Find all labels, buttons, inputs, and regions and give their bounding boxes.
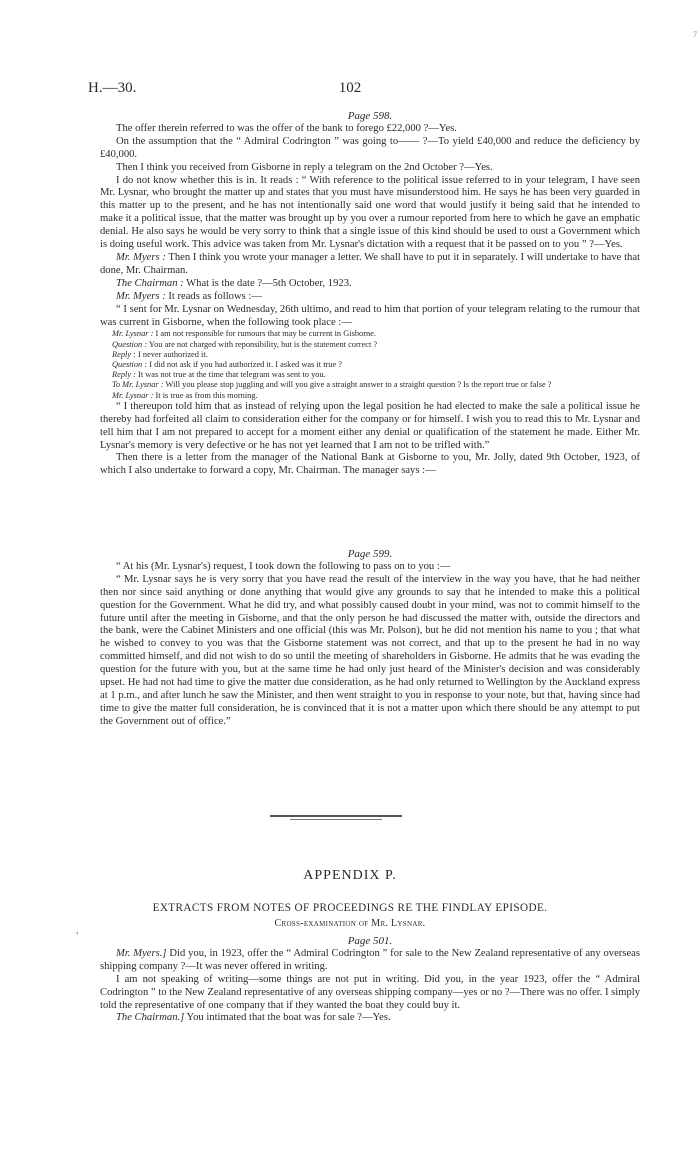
exchange-speaker: Reply : <box>112 370 136 380</box>
appendix-subheading: Cross-examination of Mr. Lysnar. <box>274 918 426 929</box>
paragraph: The offer therein referred to was the offer of the bank to forego £22,000 ?—Yes. <box>116 122 457 134</box>
exchange-text: It was not true at the time that telegram was sent to you. <box>135 370 326 380</box>
exchange-line <box>100 380 640 390</box>
appendix-title: APPENDIX P. <box>303 868 397 883</box>
exchange-text: I did not ask if you had authorized it. I asked was it true ? <box>147 360 343 370</box>
paragraph: “ Mr. Lysnar says he is very sorry that you have read the result of the interview in the way you have, that he had neither then nor since said anything or done anything that would give any grounds to say that he intended to make this a political question for the Government. What he did try, and what possibly caused doubt in your mind, was not to commit himself to the future until after the meeting in Gisborne, and that the only person he had discussed the matter with, outside the directors and the bank, were the Cabinet Ministers and one official (this was Mr. Polson), but he did not mention his name to you ; that what he wished to convey to you was that the Gisborne statement was not correct, and that up to the present he had in no way committed himself, and did not wish to do so until the meeting of shareholders in Gisborne. He admits that he was evading the question for the future with you, but at the same time he had only just heard of the Minister's decision and was considerably upset. He had not had time to give the matter due consideration, as he had only returned to Wellington by the Auckland express at 1 p.m., and after lunch he saw the Minister, and then went straight to you in response to your note, but that, having since had time to give the matter full consideration, he is convinced that it is not a matter upon which there should be any attempt to put the Government out of office.” <box>100 573 640 727</box>
section-598 <box>100 110 640 478</box>
speaker-label: The Chairman.] <box>116 1012 185 1024</box>
exchange-text: I am not responsible for rumours that may be current in Gisborne. <box>153 329 376 339</box>
exchange-line <box>100 360 640 370</box>
speaker-label: Mr. Myers : <box>116 290 166 302</box>
paragraph <box>100 948 640 974</box>
paragraph: Then I think you received from Gisborne in reply a telegram on the 2nd October ?—Yes. <box>116 161 493 173</box>
exchange-speaker: Question : <box>112 339 148 349</box>
paragraph <box>100 291 640 304</box>
paragraph: On the assumption that the “ Admiral Codrington ” was going to—— ?—To yield £40,000 and reduce the deficiency by £40,000. <box>100 135 640 160</box>
exchange-speaker: To Mr. Lysnar : <box>112 380 164 390</box>
paragraph: I am not speaking of writing—some things are not put in writing. Did you, in the year 1923, offer the “ Admiral Codrington ” to the New Zealand representative of any overseas shipping company—yes or no ?—There was no offer. I simply told the representative of one company that if they wanted the boat they could buy it. <box>100 973 640 1011</box>
section-599 <box>100 548 640 729</box>
page-label-501: Page 501. <box>347 935 393 947</box>
exchange-speaker: Mr. Lysnar : <box>112 390 154 400</box>
paragraph: “ At his (Mr. Lysnar's) request, I took down the following to pass on to you :— <box>116 560 451 572</box>
speech-text: Then I think you wrote your manager a letter. We shall have to put it in separately. I will undertake to have that done, Mr. Chairman. <box>100 251 640 276</box>
appendix-subtitle: EXTRACTS FROM NOTES OF PROCEEDINGS RE THE FINDLAY EPISODE. <box>152 902 548 914</box>
page-number: 102 <box>338 80 362 96</box>
page-label-598: Page 598. <box>347 110 393 122</box>
speech-text: It reads as follows :— <box>165 290 262 302</box>
paragraph: Then there is a letter from the manager of the National Bank at Gisborne to you, Mr. Jolly, dated 9th October, 1923, of which I also undertake to forward a copy, Mr. Chairman. The manager says :— <box>100 452 640 477</box>
paragraph <box>100 1012 640 1025</box>
paragraph <box>100 252 640 278</box>
exchange-line <box>100 391 640 401</box>
exchange-line <box>100 350 640 360</box>
speech-text: What is the date ?—5th October, 1923. <box>183 277 352 289</box>
exchange-text: You are not charged with reponsibility, but is the statement correct ? <box>147 339 378 349</box>
speaker-label: Mr. Myers.] <box>116 947 167 959</box>
paragraph: “ I thereupon told him that as instead of relying upon the legal position he had elected to make the sale a political issue he thereby had forfeited all claim to consideration either for the company or for himself. I wish you to read this to Mr. Lysnar and tell him that I am not prepared to accept for a moment either any denial or qualification of the statement he made. Either Mr. Lysnar's memory is very defective or he has not yet learned that I am not to be trifled with.” <box>100 400 640 451</box>
speech-text: Did you, in 1923, offer the “ Admiral Codrington ” for sale to the New Zealand representative of any overseas shipping company ?—It was never offered in writing. <box>100 947 640 972</box>
exchange-speaker: Reply : <box>112 349 136 359</box>
exchange-line <box>100 340 640 350</box>
exchange-text: Will you please stop juggling and will you give a straight answer to a straight question ? Is the report true or false ? <box>163 380 552 390</box>
paragraph: I do not know whether this is in. It reads : “ With reference to the political issue referred to in your telegram, I have seen Mr. Lysnar, who brought the matter up and states that you must have misunderstood him. He says he has been very guarded in this matter up to the present, and he has not intentionally said one word that would justify it being said that he intended to make it a political issue, that the matter was brought up by you over a rumour reported from here to which he gave an emphatic denial. He also says he would be very sorry to think that a single issue of this kind should be used to oust a Government which is doing useful work. This advice was taken from Mr. Lysnar's dictation with a request that it be passed on to you ” ?—Yes. <box>100 174 640 251</box>
edge-mark: 7 <box>693 30 697 39</box>
section-divider <box>270 815 402 817</box>
paragraph: “ I sent for Mr. Lysnar on Wednesday, 26th ultimo, and read to him that portion of your telegram relating to the rumour that was current in Gisborne, when the following took place :— <box>100 303 640 328</box>
exchange-text: It is true as from this morning. <box>153 390 258 400</box>
exchange-text: I never authorized it. <box>135 349 208 359</box>
speaker-label: The Chairman : <box>116 277 184 289</box>
exchange-speaker: Mr. Lysnar : <box>112 329 154 339</box>
speech-text: You intimated that the boat was for sale ?—Yes. <box>184 1012 391 1024</box>
section-divider-inner <box>290 819 382 820</box>
exchange-speaker: Question : <box>112 360 148 370</box>
speaker-label: Mr. Myers : <box>116 251 166 263</box>
paragraph <box>100 278 640 291</box>
exchange-line <box>100 329 640 339</box>
exchange-block <box>100 329 640 400</box>
document-code: H.—30. <box>88 80 137 96</box>
page-label-599: Page 599. <box>347 548 393 560</box>
appendix-body <box>100 935 640 1025</box>
exchange-line <box>100 370 640 380</box>
stray-mark: , <box>76 925 79 936</box>
